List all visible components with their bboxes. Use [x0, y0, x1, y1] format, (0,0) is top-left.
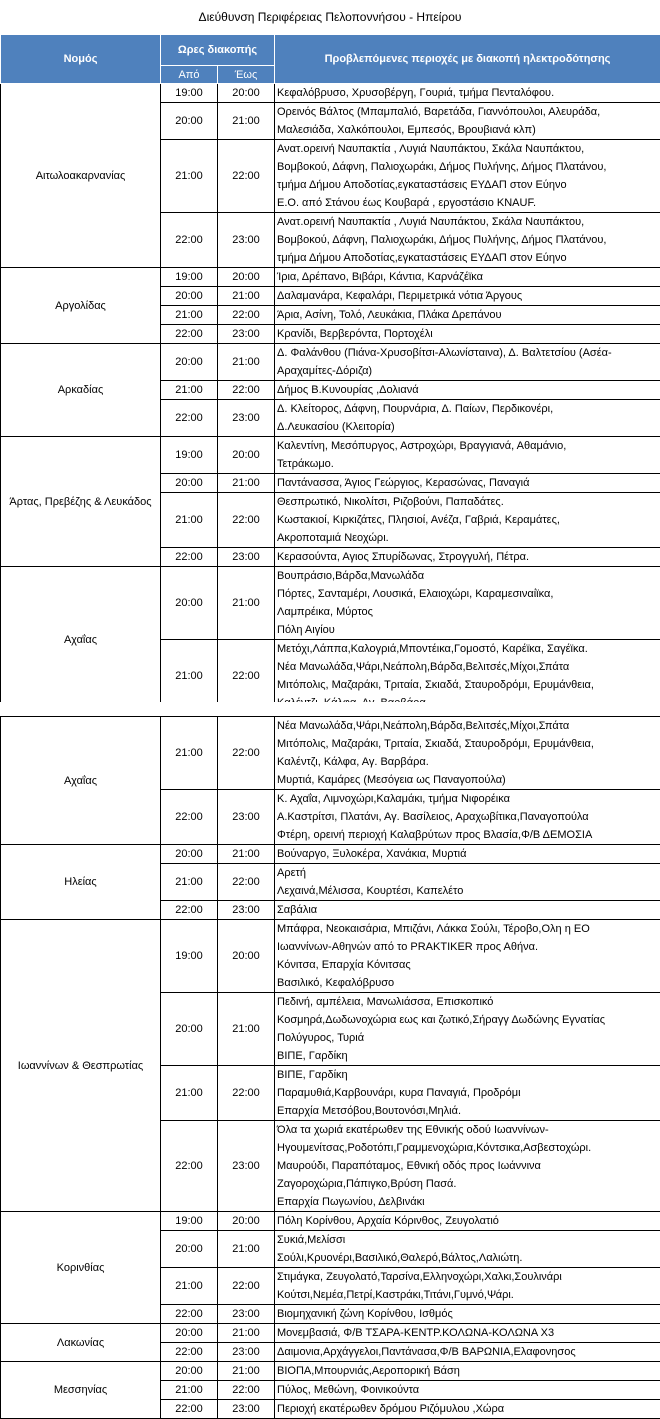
area-line: Αρετή — [277, 864, 659, 882]
time-from-cell: 20:00 — [161, 1362, 218, 1381]
time-from-cell: 21:00 — [161, 1066, 218, 1121]
area-line: Καλεντίνη, Μεσόπυργος, Αστροχώρι, Βραγγιανά, Αθαμάνιο, — [277, 437, 659, 455]
area-line: Α.Καστρίτσι, Πλατάνι, Αγ. Βασίλειος, Αραχωβίτικα,Παναγοπούλα — [277, 808, 659, 826]
time-from-cell: 19:00 — [161, 437, 218, 474]
time-to-cell: 22:00 — [218, 140, 275, 213]
area-line: Ακροποταμιά Νεοχώρι. — [277, 529, 659, 547]
area-line: Βουπράσιο,Βάρδα,Μανωλάδα — [277, 567, 659, 585]
areas-cell — [275, 400, 660, 437]
table-row — [1, 1212, 660, 1231]
time-to-cell: 21:00 — [218, 567, 275, 640]
areas-cell — [275, 567, 660, 640]
area-line: ΒΙΟΠΑ,Μπουρνιάς,Αεροπορική Βάση — [277, 1362, 659, 1380]
areas-cell — [275, 864, 660, 901]
areas-cell — [275, 306, 660, 325]
time-from-cell: 22:00 — [161, 901, 218, 920]
areas-cell — [275, 901, 660, 920]
time-from-cell: 19:00 — [161, 1212, 218, 1231]
area-line: Νέα Μανωλάδα,Ψάρι,Νεάπολη,Βάρδα,Βελιτσές,Μίχοι,Σπάτα — [277, 717, 659, 735]
area-line: Σούλι,Κρυονέρι,Βασιλικό,Θαλερό,Βάλτος,Λαλιώτη. — [277, 1249, 659, 1267]
time-to-cell: 23:00 — [218, 901, 275, 920]
area-line: Παραμυθιά,Καρβουνάρι, κυρα Παναγιά, Προδρόμι — [277, 1084, 659, 1102]
table-row — [1, 717, 660, 790]
area-line: Ζαγοροχώρια,Πάπιγκο,Βρύση Πασά. — [277, 1175, 659, 1193]
area-line: Κερασούντα, Αγιος Σπυρίδωνας, Στρογγυλή, Πέτρα. — [277, 548, 659, 566]
time-from-cell: 22:00 — [161, 1343, 218, 1362]
area-line: τμήμα Δήμου Αποδοτίας,εγκαταστάσεις ΕΥΔΑΠ στον Εύηνο — [277, 249, 659, 267]
time-to-cell: 22:00 — [218, 306, 275, 325]
areas-cell — [275, 325, 660, 344]
time-from-cell: 21:00 — [161, 640, 218, 713]
time-to-cell: 22:00 — [218, 1066, 275, 1121]
area-line: Φτέρη, ορεινή περιοχή Καλαβρύτων προς Βλασία,Φ/Β ΔΕΜΟΣΙΑ — [277, 826, 659, 844]
outage-table-part2 — [0, 716, 660, 1419]
areas-cell — [275, 920, 660, 993]
time-from-cell: 22:00 — [161, 1305, 218, 1324]
time-to-cell: 23:00 — [218, 325, 275, 344]
area-line: Ορεινός Βάλτος (Μπαμπαλιό, Βαρετάδα, Γιαννόπουλοι, Αλευράδα, — [277, 103, 659, 121]
time-to-cell: 22:00 — [218, 381, 275, 400]
area-line: Μιτόπολις, Μαζαράκι, Τριταία, Σκιαδά, Σταυροδρόμι, Ερυμάνθεια, — [277, 735, 659, 753]
time-to-cell: 21:00 — [218, 344, 275, 381]
time-to-cell: 21:00 — [218, 993, 275, 1066]
time-to-cell: 22:00 — [218, 640, 275, 713]
area-line: Μονεμβασιά, Φ/Β ΤΣΑΡΑ-ΚΕΝΤΡ.ΚΟΛΩΝΑ-ΚΟΛΩΝΑ Χ3 — [277, 1324, 659, 1342]
area-line: Μαυρούδι, Παραπόταμος, Εθνική οδός προς Ιωάννινα — [277, 1157, 659, 1175]
area-line: Δ. Φαλάνθου (Πιάνα-Χρυσοβίτσι-Αλωνίσταινα), Δ. Βαλτετσίου (Ασέα- — [277, 344, 659, 362]
table-row — [1, 344, 660, 381]
areas-cell — [275, 437, 660, 474]
time-to-cell: 20:00 — [218, 1212, 275, 1231]
areas-cell — [275, 845, 660, 864]
area-line: Επαρχία Μετσόβου,Βουτονόσι,Μηλιά. — [277, 1102, 659, 1120]
header-eos: Έως — [218, 66, 275, 84]
area-line: Ανατ.ορεινή Ναυπακτία , Λυγιά Ναυπάκτου, Σκάλα Ναυπάκτου, — [277, 140, 659, 158]
area-line: Τετράκωμο. — [277, 455, 659, 473]
time-to-cell: 23:00 — [218, 213, 275, 268]
time-to-cell: 22:00 — [218, 1381, 275, 1400]
table-row — [1, 268, 660, 287]
time-from-cell: 21:00 — [161, 717, 218, 790]
table-row — [1, 437, 660, 474]
time-from-cell: 19:00 — [161, 268, 218, 287]
nomos-cell: Αρκαδίας — [1, 344, 161, 437]
time-to-cell: 21:00 — [218, 103, 275, 140]
nomos-cell: Αχαΐας — [1, 717, 161, 845]
time-from-cell: 22:00 — [161, 213, 218, 268]
time-from-cell: 21:00 — [161, 493, 218, 548]
area-line: Κούτσι,Νεμέα,Πετρί,Καστράκι,Τιτάνι,Γυμνό,Ψάρι. — [277, 1286, 659, 1304]
areas-cell — [275, 1231, 660, 1268]
area-line: Ανατ.ορεινή Ναυπακτία , Λυγιά Ναυπάκτου, Σκάλα Ναυπάκτου, — [277, 213, 659, 231]
areas-cell — [275, 1121, 660, 1212]
area-line: Πόρτες, Σανταμέρι, Λουσικά, Ελαιοχώρι, Καραμεσιναίϊκα, — [277, 585, 659, 603]
areas-cell — [275, 213, 660, 268]
nomos-cell: Ιωαννίνων & Θεσπρωτίας — [1, 920, 161, 1212]
area-line: Μετόχι,Λάππα,Καλογριά,Μποντέικα,Γομοστό, Καρέϊκα, Σαγέϊκα. — [277, 640, 659, 658]
areas-cell — [275, 84, 660, 103]
area-line: Κ. Αχαΐα, Λιμνοχώρι,Καλαμάκι, τμήμα Νιφορέικα — [277, 790, 659, 808]
time-to-cell: 21:00 — [218, 1324, 275, 1343]
areas-cell — [275, 287, 660, 306]
table-row — [1, 845, 660, 864]
page-break — [0, 702, 660, 716]
areas-cell — [275, 717, 660, 790]
time-to-cell: 22:00 — [218, 717, 275, 790]
time-to-cell: 23:00 — [218, 1305, 275, 1324]
area-line: Δαλαμανάρα, Κεφαλάρι, Περιμετρικά νότια Άργους — [277, 287, 659, 305]
time-from-cell: 22:00 — [161, 325, 218, 344]
areas-cell — [275, 1400, 660, 1419]
time-from-cell: 20:00 — [161, 567, 218, 640]
time-to-cell: 21:00 — [218, 474, 275, 493]
areas-cell — [275, 344, 660, 381]
area-line: ΒΙΠΕ, Γαρδίκη — [277, 1066, 659, 1084]
area-line: Ίρια, Δρέπανο, Βιβάρι, Κάντια, Καρνάζέϊκα — [277, 268, 659, 286]
area-line: Μυρτιά, Καμάρες (Μεσόγεια ως Παναγοπούλα) — [277, 771, 659, 789]
areas-cell — [275, 1343, 660, 1362]
area-line: Πόλη Κορίνθου, Αρχαία Κόρινθος, Ζευγολατιό — [277, 1212, 659, 1230]
time-from-cell: 22:00 — [161, 1400, 218, 1419]
time-to-cell: 20:00 — [218, 437, 275, 474]
time-from-cell: 20:00 — [161, 845, 218, 864]
area-line: Δήμος Β.Κυνουρίας ,Δολιανά — [277, 381, 659, 399]
nomos-cell: Αχαΐας — [1, 567, 161, 713]
area-line: Βασιλικό, Κεφαλόβρυσο — [277, 974, 659, 992]
nomos-cell: Άρτας, Πρεβέζης & Λευκάδος — [1, 437, 161, 567]
table-row — [1, 1324, 660, 1343]
area-line: Νέα Μανωλάδα,Ψάρι,Νεάπολη,Βάρδα,Βελιτσές,Μίχοι,Σπάτα — [277, 658, 659, 676]
time-from-cell: 19:00 — [161, 920, 218, 993]
nomos-cell: Αιτωλοακαρνανίας — [1, 84, 161, 268]
time-from-cell: 21:00 — [161, 864, 218, 901]
area-line: Συκιά,Μελίσσι — [277, 1231, 659, 1249]
area-line: Δαιμονια,Αρχάγγελοι,Παντάνασα,Φ/Β ΒΑΡΩΝΙΑ,Ελαφονησος — [277, 1343, 659, 1361]
time-to-cell: 23:00 — [218, 1343, 275, 1362]
area-line: Άρια, Ασίνη, Τολό, Λευκάκια, Πλάκα Δρεπάνου — [277, 306, 659, 324]
area-line: Πεδινή, αμπέλεια, Μανωλιάσσα, Επισκοπικό — [277, 993, 659, 1011]
time-from-cell: 22:00 — [161, 1121, 218, 1212]
area-line: Σαβάλια — [277, 901, 659, 919]
time-from-cell: 22:00 — [161, 400, 218, 437]
areas-cell — [275, 790, 660, 845]
time-to-cell: 20:00 — [218, 920, 275, 993]
area-line: Επαρχία Πωγωνίου, Δελβινάκι — [277, 1193, 659, 1211]
area-line: Κρανίδι, Βερβερόντα, Πορτοχέλι — [277, 325, 659, 343]
time-from-cell: 21:00 — [161, 140, 218, 213]
time-to-cell: 21:00 — [218, 287, 275, 306]
area-line: Θεσπρωτικό, Νικολίτσι, Ριζοβούνι, Παπαδάτες. — [277, 493, 659, 511]
time-from-cell: 21:00 — [161, 1268, 218, 1305]
header-nomos: Νομός — [1, 35, 161, 84]
areas-cell — [275, 1381, 660, 1400]
area-line: Ε.Ο. από Στάνου έως Κουβαρά , εργοστάσιο KNAUF. — [277, 194, 659, 212]
area-line: τμήμα Δήμου Αποδοτίας,εγκαταστάσεις ΕΥΔΑΠ στον Εύηνο — [277, 176, 659, 194]
area-line: Βούναργο, Ξυλοκέρα, Χανάκια, Μυρτιά — [277, 845, 659, 863]
time-from-cell: 19:00 — [161, 84, 218, 103]
table-row — [1, 920, 660, 993]
time-from-cell: 20:00 — [161, 287, 218, 306]
area-line: Ηγουμενίτσας,Ροδοτόπι,Γραμμενοχώρια,Κόντσικα,Ασβεστοχώρι. — [277, 1139, 659, 1157]
time-to-cell: 22:00 — [218, 864, 275, 901]
area-line: Στιμάγκα, Ζευγολατό,Ταρσίνα,Ελληνοχώρι,Χαλκι,Σουλινάρι — [277, 1268, 659, 1286]
area-line: Λαμπρέικα, Μύρτος — [277, 603, 659, 621]
area-line: Βομβοκού, Δάφνη, Παλιοχωράκι, Δήμος Πυλήνης, Δήμος Πλατάνου, — [277, 158, 659, 176]
areas-cell — [275, 1268, 660, 1305]
time-to-cell: 21:00 — [218, 1362, 275, 1381]
area-line: Μπάφρα, Νεοκαισάρια, Μπιζάνι, Λάκκα Σούλι, Τέροβο,Ολη η ΕΟ — [277, 920, 659, 938]
area-line: Παντάνασσα, Άγιος Γεώργιος, Κερασώνας, Παναγιά — [277, 474, 659, 492]
area-line: Κωστακιοί, Κιρκιζάτες, Πλησιοί, Ανέζα, Γαβριά, Κεραμάτες, — [277, 511, 659, 529]
area-line: Μαλεσιάδα, Χαλκόπουλοι, Εμπεσός, Βρουβιανά κλπ) — [277, 121, 659, 139]
time-to-cell: 23:00 — [218, 790, 275, 845]
area-line: Βομβοκού, Δάφνη, Παλιοχωράκι, Δήμος Πυλήνης, Δήμος Πλατάνου, — [277, 231, 659, 249]
nomos-cell: Μεσσηνίας — [1, 1362, 161, 1419]
header-apo: Από — [161, 66, 218, 84]
area-line: Περιοχή εκατέρωθεν δρόμου Ριζόμυλου ,Χώρα — [277, 1400, 659, 1418]
area-line: Πύλος, Μεθώνη, Φοινικούντα — [277, 1381, 659, 1399]
nomos-cell: Κορινθίας — [1, 1212, 161, 1324]
areas-cell — [275, 1324, 660, 1343]
time-from-cell: 20:00 — [161, 1324, 218, 1343]
areas-cell — [275, 993, 660, 1066]
area-line: Δ. Κλείτορος, Δάφνη, Πουρνάρια, Δ. Παίων, Περδικονέρι, — [277, 400, 659, 418]
area-line: Κόνιτσα, Επαρχία Κόνιτσας — [277, 956, 659, 974]
area-line: Πόλη Αιγίου — [277, 621, 659, 639]
areas-cell — [275, 268, 660, 287]
time-from-cell: 21:00 — [161, 1381, 218, 1400]
page-title: Διεύθυνση Περιφέρειας Πελοποννήσου - Ηπείρου — [0, 10, 660, 24]
time-from-cell: 20:00 — [161, 993, 218, 1066]
time-from-cell: 22:00 — [161, 790, 218, 845]
area-line: Κοσμηρά,Δωδωνοχώρια εως και ζωτικό,Σήραγγ Δωδώνης Εγνατίας — [277, 1011, 659, 1029]
header-areas: Προβλεπόμενες περιοχές με διακοπή ηλεκτροδότησης — [275, 35, 660, 84]
table-row — [1, 567, 660, 640]
area-line: Αραχαμίτες-Δόριζα) — [277, 362, 659, 380]
time-to-cell: 23:00 — [218, 400, 275, 437]
time-from-cell: 20:00 — [161, 1231, 218, 1268]
areas-cell — [275, 1305, 660, 1324]
nomos-cell: Ηλείας — [1, 845, 161, 920]
areas-cell — [275, 474, 660, 493]
time-to-cell: 21:00 — [218, 845, 275, 864]
time-to-cell: 23:00 — [218, 548, 275, 567]
time-to-cell: 23:00 — [218, 1400, 275, 1419]
areas-cell — [275, 1066, 660, 1121]
area-line: Βιομηχανική ζώνη Κορίνθου, Ισθμός — [277, 1305, 659, 1323]
area-line: Κεφαλόβρυσο, Χρυσοβέργη, Γουριά, τμήμα Πενταλόφου. — [277, 84, 659, 102]
area-line: Ιωαννίνων-Αθηνών από το PRAKTIKER προς Αθήνα. — [277, 938, 659, 956]
areas-cell — [275, 381, 660, 400]
nomos-cell: Λακωνίας — [1, 1324, 161, 1362]
area-line: Μιτόπολις, Μαζαράκι, Τριταία, Σκιαδά, Σταυροδρόμι, Ερυμάνθεια, — [277, 676, 659, 694]
table-row — [1, 1362, 660, 1381]
nomos-cell: Αργολίδας — [1, 268, 161, 344]
areas-cell — [275, 1362, 660, 1381]
time-to-cell: 20:00 — [218, 84, 275, 103]
time-to-cell: 23:00 — [218, 1121, 275, 1212]
area-line: Καλέντζι, Κάλφα, Αγ. Βαρβάρα. — [277, 753, 659, 771]
time-to-cell: 22:00 — [218, 1268, 275, 1305]
area-line: Λεχαινά,Μέλισσα, Κουρτέσι, Καπελέτο — [277, 882, 659, 900]
area-line: Όλα τα χωριά εκατέρωθεν της Εθνικής οδού Ιωαννίνων- — [277, 1121, 659, 1139]
time-from-cell: 20:00 — [161, 344, 218, 381]
area-line: ΒΙΠΕ, Γαρδίκη — [277, 1047, 659, 1065]
area-line: Δ.Λευκασίου (Κλειτορία) — [277, 418, 659, 436]
area-line: Πολύγυρος, Τυριά — [277, 1029, 659, 1047]
time-to-cell: 20:00 — [218, 268, 275, 287]
areas-cell — [275, 1212, 660, 1231]
table-row — [1, 84, 660, 103]
header-ores: Ωρες διακοπής — [161, 35, 275, 66]
time-to-cell: 22:00 — [218, 493, 275, 548]
areas-cell — [275, 103, 660, 140]
time-from-cell: 20:00 — [161, 103, 218, 140]
time-from-cell: 22:00 — [161, 548, 218, 567]
areas-cell — [275, 548, 660, 567]
time-from-cell: 21:00 — [161, 381, 218, 400]
areas-cell — [275, 493, 660, 548]
outage-table-part1 — [0, 34, 660, 713]
areas-cell — [275, 140, 660, 213]
time-from-cell: 21:00 — [161, 306, 218, 325]
time-from-cell: 20:00 — [161, 474, 218, 493]
time-to-cell: 21:00 — [218, 1231, 275, 1268]
